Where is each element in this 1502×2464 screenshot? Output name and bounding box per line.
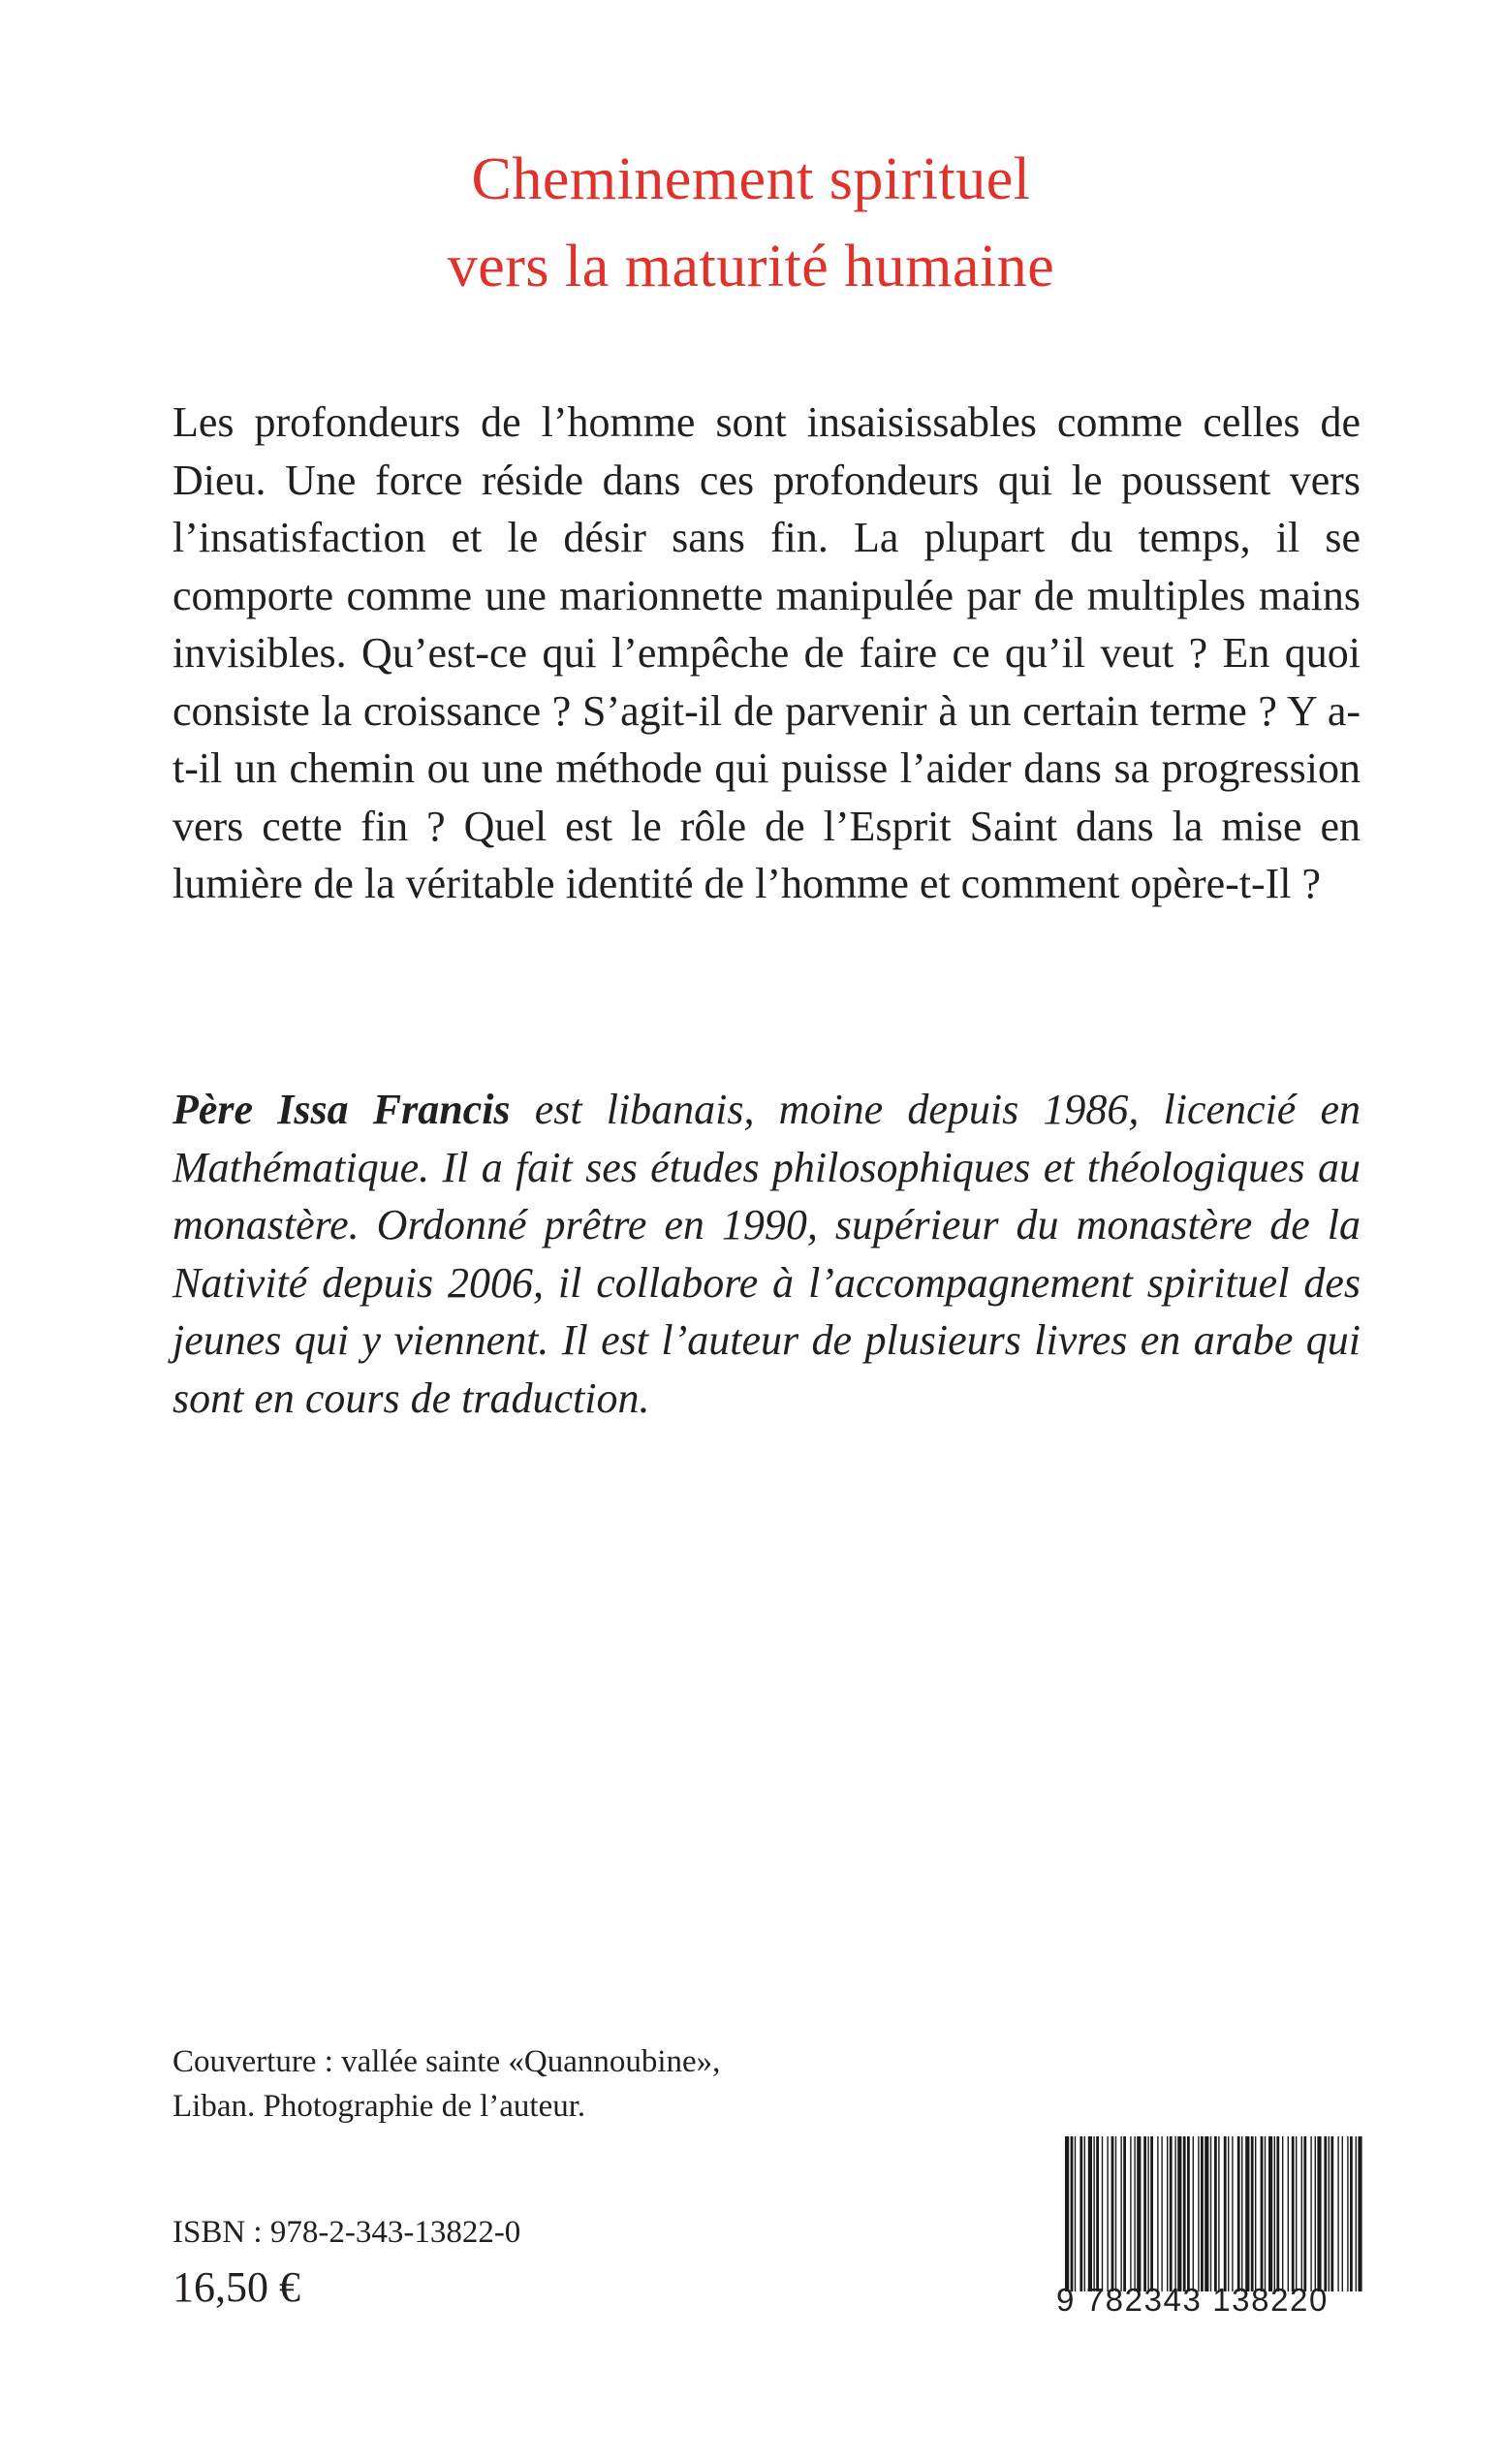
barcode-bar — [1065, 2136, 1069, 2291]
title-line-2: vers la maturité humaine — [447, 234, 1055, 300]
barcode-bar — [1111, 2136, 1114, 2291]
barcode-bar — [1315, 2136, 1316, 2291]
barcode-bar — [1292, 2136, 1295, 2291]
barcode-bar — [1143, 2136, 1146, 2291]
barcode-bar — [1161, 2136, 1162, 2291]
barcode-bar — [1137, 2136, 1141, 2291]
bio-text: est libanais, moine depuis 1986, licencié en Mathématique. Il a fait ses études philosophiques et théologiques au monastère. Ordonné prêtre en 1990, supérieur du monastère de la Nativité depuis 2006, il collabore à l’accompagnement spirituel des jeunes qui y viennent. Il est l’auteur de plusieurs livres en arabe qui sont en cours de traduction. — [172, 1086, 1361, 1422]
barcode-bar — [1317, 2136, 1321, 2291]
price: 16,50 € — [172, 2263, 300, 2311]
barcode-bar — [1080, 2136, 1082, 2291]
barcode-bar — [1276, 2136, 1279, 2291]
barcode-bar — [1167, 2136, 1168, 2291]
barcode-bar — [1356, 2136, 1357, 2291]
barcode-bar — [1301, 2136, 1302, 2291]
barcode-bar — [1218, 2136, 1219, 2291]
barcode-bar — [1120, 2136, 1121, 2291]
barcode-bar — [1310, 2136, 1311, 2291]
barcode-bar — [1241, 2136, 1242, 2291]
author-name: Père Issa Francis — [172, 1086, 511, 1133]
barcode-bar — [1210, 2136, 1211, 2291]
barcode-bar — [1255, 2136, 1256, 2291]
barcode-bar — [1193, 2136, 1194, 2291]
barcode-bar — [1123, 2136, 1126, 2291]
barcode-bar — [1084, 2136, 1085, 2291]
barcode-bar — [1350, 2136, 1353, 2291]
barcode-bar — [1130, 2136, 1131, 2291]
barcode-bar — [1214, 2136, 1217, 2291]
barcode-bar — [1170, 2136, 1173, 2291]
barcode-bar — [1071, 2136, 1074, 2291]
barcode-bar — [1324, 2136, 1327, 2291]
barcode-bar — [1096, 2136, 1099, 2291]
barcode-bars — [1063, 2136, 1363, 2291]
barcode-bar — [1268, 2136, 1272, 2291]
barcode-bar — [1198, 2136, 1199, 2291]
barcode-bar — [1157, 2136, 1158, 2291]
barcode-bar — [1075, 2136, 1076, 2291]
barcode-bar — [1288, 2136, 1289, 2291]
barcode-bar — [1237, 2136, 1240, 2291]
barcode-bar — [1261, 2136, 1264, 2291]
credit-line-1: Couverture : vallée sainte «Quannoubine», — [172, 2044, 721, 2079]
barcode-bar — [1187, 2136, 1190, 2291]
title-line-1: Cheminement spirituel — [471, 146, 1031, 212]
barcode-bar — [1147, 2136, 1148, 2291]
barcode-bar — [1134, 2136, 1135, 2291]
barcode-bar — [1232, 2136, 1233, 2291]
barcode-bar — [1282, 2136, 1283, 2291]
barcode-bar — [1183, 2136, 1186, 2291]
barcode-bar — [1251, 2136, 1254, 2291]
barcode-bar — [1093, 2136, 1094, 2291]
barcode-bar — [1205, 2136, 1208, 2291]
barcode-bar — [1228, 2136, 1229, 2291]
barcode-bar — [1174, 2136, 1175, 2291]
barcode-bar — [1296, 2136, 1297, 2291]
barcode-bar — [1245, 2136, 1249, 2291]
barcode-bar — [1102, 2136, 1103, 2291]
barcode-bar — [1265, 2136, 1266, 2291]
barcode-bar — [1224, 2136, 1227, 2291]
bio-paragraph — [172, 1081, 1361, 1427]
barcode-bar — [1274, 2136, 1275, 2291]
barcode-bar — [1330, 2136, 1333, 2291]
book-summary — [172, 394, 1361, 913]
barcode-bar — [1088, 2136, 1092, 2291]
book-title — [0, 136, 1502, 310]
barcode-bar — [1115, 2136, 1116, 2291]
barcode-bar — [1150, 2136, 1153, 2291]
cover-credit — [172, 2039, 851, 2129]
barcode-bar — [1107, 2136, 1108, 2291]
barcode-bar — [1347, 2136, 1348, 2291]
author-biography — [172, 1081, 1361, 1427]
barcode-bar — [1342, 2136, 1343, 2291]
credit-line-2: Liban. Photographie de l’auteur. — [172, 2089, 586, 2124]
barcode-bar — [1177, 2136, 1181, 2291]
barcode-bar — [1201, 2136, 1204, 2291]
summary-paragraph: Les profondeurs de l’homme sont insaisissables comme celles de Dieu. Une force réside dans ces profondeurs qui le poussent vers l’insatisfaction et le désir sans fin. La plupart du temps, il se comporte comme une marionnette manipulée par de multiples mains invisibles. Qu’est-ce qui l’empêche de faire ce qu’il veut ? En quoi consiste la croissance ? S’agit-il de parvenir à un certain terme ? Y a-t-il un chemin ou une méthode qui puisse l’aider dans sa progression vers cette fin ? Quel est le rôle de l’Esprit Saint dans la mise en lumière de la véritable identité de l’homme et comment opère-t-Il ? — [172, 398, 1361, 907]
barcode-bar — [1337, 2136, 1338, 2291]
isbn: ISBN : 978-2-343-13822-0 — [172, 2215, 521, 2250]
barcode-bar — [1358, 2136, 1361, 2291]
barcode-bar — [1303, 2136, 1306, 2291]
barcode-digits: 9 782343 138220 — [1056, 2282, 1329, 2318]
barcode-bar — [1329, 2136, 1330, 2291]
